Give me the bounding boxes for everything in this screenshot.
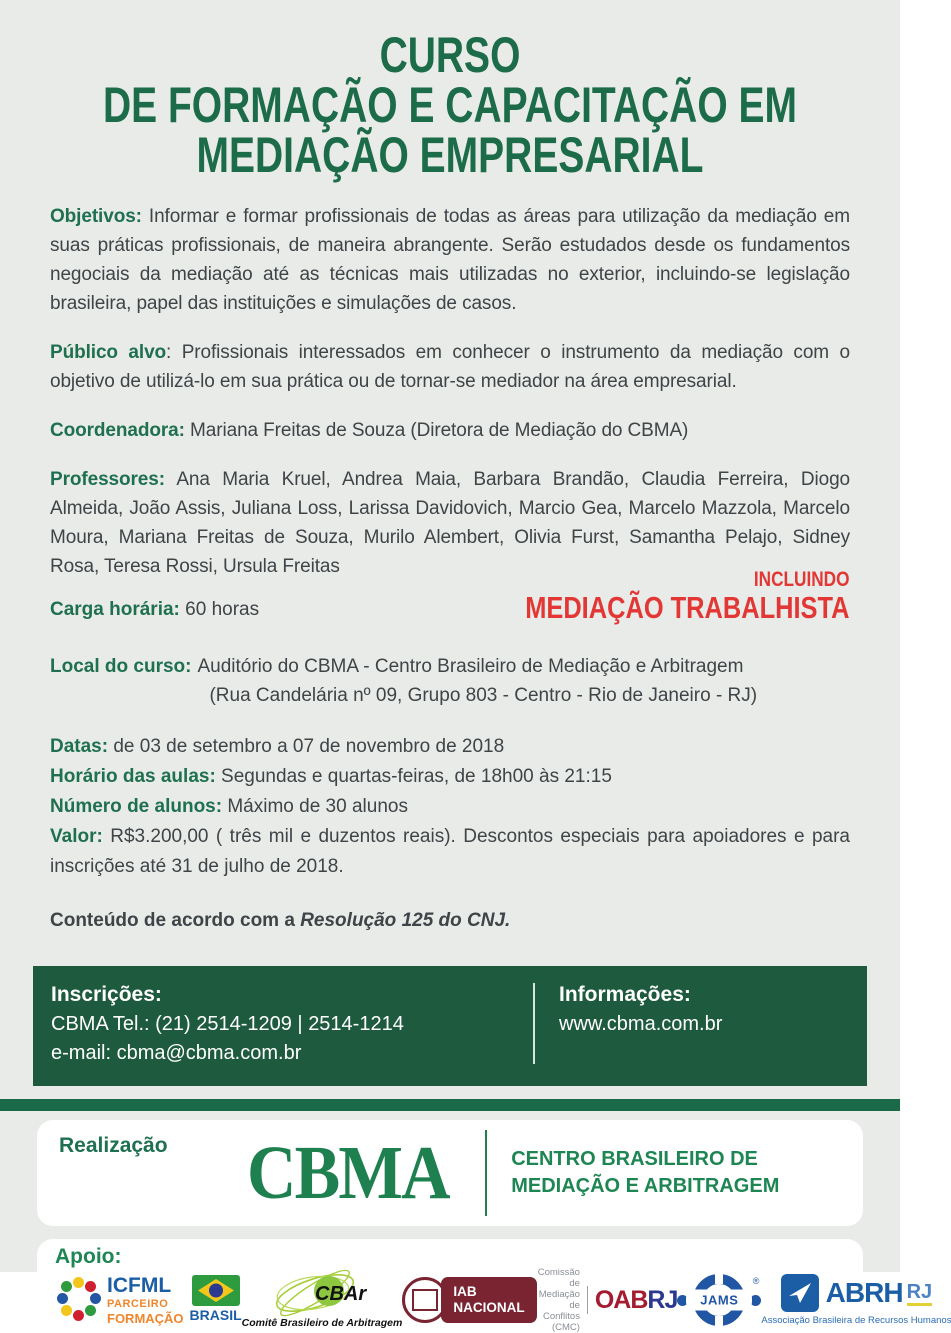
inscricoes-title: Inscrições: xyxy=(51,983,162,1006)
abrh-rj: RJ xyxy=(907,1281,933,1306)
professores-text: Ana Maria Kruel, Andrea Maia, Barbara Brandão, Claudia Ferreira, Diogo Almeida, João Assis, Juliana Loss, Larissa Davidovich, Marcio Gea, Marcelo Mazzola, Marcelo Moura, Mariana Freitas de Souza, Murilo Alembert, Olivia Furst, Samantha Pelajo, Sidney Rosa, Teresa Rossi, Ursula Freitas xyxy=(50,469,850,577)
local-curso-line-2: (Rua Candelária nº 09, Grupo 803 - Centro - Rio de Janeiro - RJ) xyxy=(209,685,758,706)
icfml-dots-icon xyxy=(57,1277,101,1321)
title-line-1: CURSO xyxy=(379,27,521,83)
jams-logo xyxy=(677,1274,761,1326)
carga-horaria-section xyxy=(50,568,850,625)
iab-line-2: NACIONAL xyxy=(453,1300,525,1315)
apoio-card xyxy=(37,1239,951,1333)
publico-alvo-text: : Profissionais interessados em conhecer o instrumento da mediação com o objetivo de utilizá-lo em sua prática ou de tornar-se mediador na área empresarial. xyxy=(50,342,850,392)
carga-horaria-label: Carga horária: xyxy=(50,599,180,620)
abrh-plane-icon xyxy=(781,1274,819,1312)
cbma-logo: CBMA xyxy=(247,1131,449,1215)
carga-horaria-text: 60 horas xyxy=(179,599,260,620)
cbma-org-line-2: MEDIAÇÃO E ARBITRAGEM xyxy=(511,1175,780,1197)
informacoes-block xyxy=(535,979,867,1068)
inscricoes-block xyxy=(33,979,533,1068)
incluindo-line-1: INCLUINDO xyxy=(754,568,850,591)
icfml-name: ICFML xyxy=(107,1274,172,1297)
objetivos-text: Informar e formar profissionais de todas as áreas para utilização da mediação em suas práticas profissionais, de maneira abrangente. Serão estudados desde os fundamentos negociais da mediação até as técnicas mais utilizadas no exterior, incluindo-se legislação brasileira, papel das instituições e simulações de casos. xyxy=(50,206,850,314)
contact-bar xyxy=(33,966,867,1086)
datas-text: de 03 de setembro a 07 de novembro de 2018 xyxy=(108,736,505,757)
abrh-caption: Associação Brasileira de Recursos Humanos xyxy=(761,1315,951,1326)
datas-label: Datas: xyxy=(50,736,109,757)
green-stripe xyxy=(0,1099,900,1111)
numero-alunos-label: Número de alunos: xyxy=(50,796,223,817)
cbar-swirl-icon xyxy=(267,1271,377,1315)
professores-section xyxy=(50,465,850,581)
horario-line xyxy=(50,762,850,792)
sponsor-logos-row xyxy=(55,1267,951,1333)
valor-text: R$3.200,00 ( três mil e duzentos reais). Descontos especiais para apoiadores e para inscrições até 31 de julho de 2018. xyxy=(50,826,850,877)
valor-line xyxy=(50,822,850,882)
objetivos-label: Objetivos: xyxy=(50,206,142,227)
local-curso-section xyxy=(50,652,850,710)
icfml-parceiro: PARCEIRO xyxy=(107,1298,169,1310)
course-details xyxy=(0,180,900,932)
numero-alunos-text: Máximo de 30 alunos xyxy=(222,796,408,817)
oabrj-logo xyxy=(537,1267,678,1333)
cmc-line-2: de Conflitos (CMC) xyxy=(542,1300,580,1333)
inscricoes-email: e-mail: cbma@cbma.com.br xyxy=(51,1042,302,1064)
cbar-caption: Comitê Brasileiro de Arbitragem xyxy=(241,1317,403,1329)
icfml-logo xyxy=(57,1275,242,1325)
cbma-logo-group xyxy=(247,1120,779,1226)
apoio-label: Apoio: xyxy=(55,1245,122,1268)
incluindo-badge xyxy=(454,569,850,624)
icfml-text xyxy=(107,1275,184,1325)
abrh-logo xyxy=(761,1274,951,1326)
horario-text: Segundas e quartas-feiras, de 18h00 às 21:15 xyxy=(215,766,612,787)
numero-alunos-line xyxy=(50,792,850,822)
cbar-name: CBAr xyxy=(315,1283,367,1305)
conteudo-prefix: Conteúdo de acordo com a xyxy=(50,910,301,931)
icfml-flag-group xyxy=(190,1275,242,1323)
publico-alvo-section xyxy=(50,338,850,396)
publico-alvo-label: Público alvo xyxy=(50,342,167,363)
iab-line-1: IAB xyxy=(453,1284,477,1299)
conteudo-resolucao: Resolução 125 do CNJ. xyxy=(300,910,511,931)
professores-label: Professores: xyxy=(50,469,165,490)
iab-badge xyxy=(441,1277,536,1323)
coordenadora-section xyxy=(50,416,850,445)
jams-registered-mark: ® xyxy=(752,1276,760,1286)
course-title xyxy=(0,0,900,183)
title-line-2: DE FORMAÇÃO E CAPACITAÇÃO EM xyxy=(102,77,798,133)
cbma-org-name xyxy=(511,1146,779,1200)
oab-rj-text: RJ xyxy=(647,1285,678,1314)
local-curso-label: Local do curso: xyxy=(50,656,192,677)
cmc-line-1: Comissão de Mediação xyxy=(537,1267,580,1300)
coordenadora-label: Coordenadora: xyxy=(50,420,185,441)
icfml-brasil-label: BRASIL xyxy=(189,1307,242,1323)
incluindo-line-2: MEDIAÇÃO TRABALHISTA xyxy=(525,590,850,625)
realizacao-card xyxy=(37,1120,863,1226)
info-block xyxy=(50,732,850,882)
coordenadora-text: Mariana Freitas de Souza (Diretora de Mediação do CBMA) xyxy=(184,420,689,441)
jams-ring-icon xyxy=(693,1274,760,1326)
iab-logo xyxy=(402,1277,536,1323)
icfml-formacao: FORMAÇÃO xyxy=(107,1311,184,1326)
cmc-divider xyxy=(587,1286,588,1314)
cbar-logo xyxy=(242,1271,403,1329)
informacoes-website: www.cbma.com.br xyxy=(559,1013,723,1035)
cmc-caption xyxy=(537,1267,580,1333)
objetivos-section xyxy=(50,202,850,318)
abrh-name: ABRH xyxy=(825,1277,903,1308)
conteudo-note xyxy=(50,910,850,932)
realizacao-label: Realização xyxy=(59,1134,168,1157)
oab-text: OAB xyxy=(594,1285,648,1314)
inscricoes-phone: CBMA Tel.: (21) 2514-1209 | 2514-1214 xyxy=(51,1013,404,1035)
local-curso-text xyxy=(197,652,757,710)
valor-label: Valor: xyxy=(50,826,103,847)
cbma-org-line-1: CENTRO BRASILEIRO DE xyxy=(511,1148,758,1170)
jams-name: JAMS xyxy=(686,1290,752,1311)
horario-label: Horário das aulas: xyxy=(50,766,216,787)
brazil-flag-icon xyxy=(192,1275,240,1306)
abrh-top-row xyxy=(781,1274,932,1312)
title-line-3: MEDIAÇÃO EMPRESARIAL xyxy=(196,127,704,183)
cbma-logo-divider xyxy=(485,1130,487,1216)
informacoes-title: Informações: xyxy=(559,983,691,1006)
local-curso-line-1: Auditório do CBMA - Centro Brasileiro de Mediação e Arbitragem xyxy=(197,656,744,677)
datas-line xyxy=(50,732,850,762)
